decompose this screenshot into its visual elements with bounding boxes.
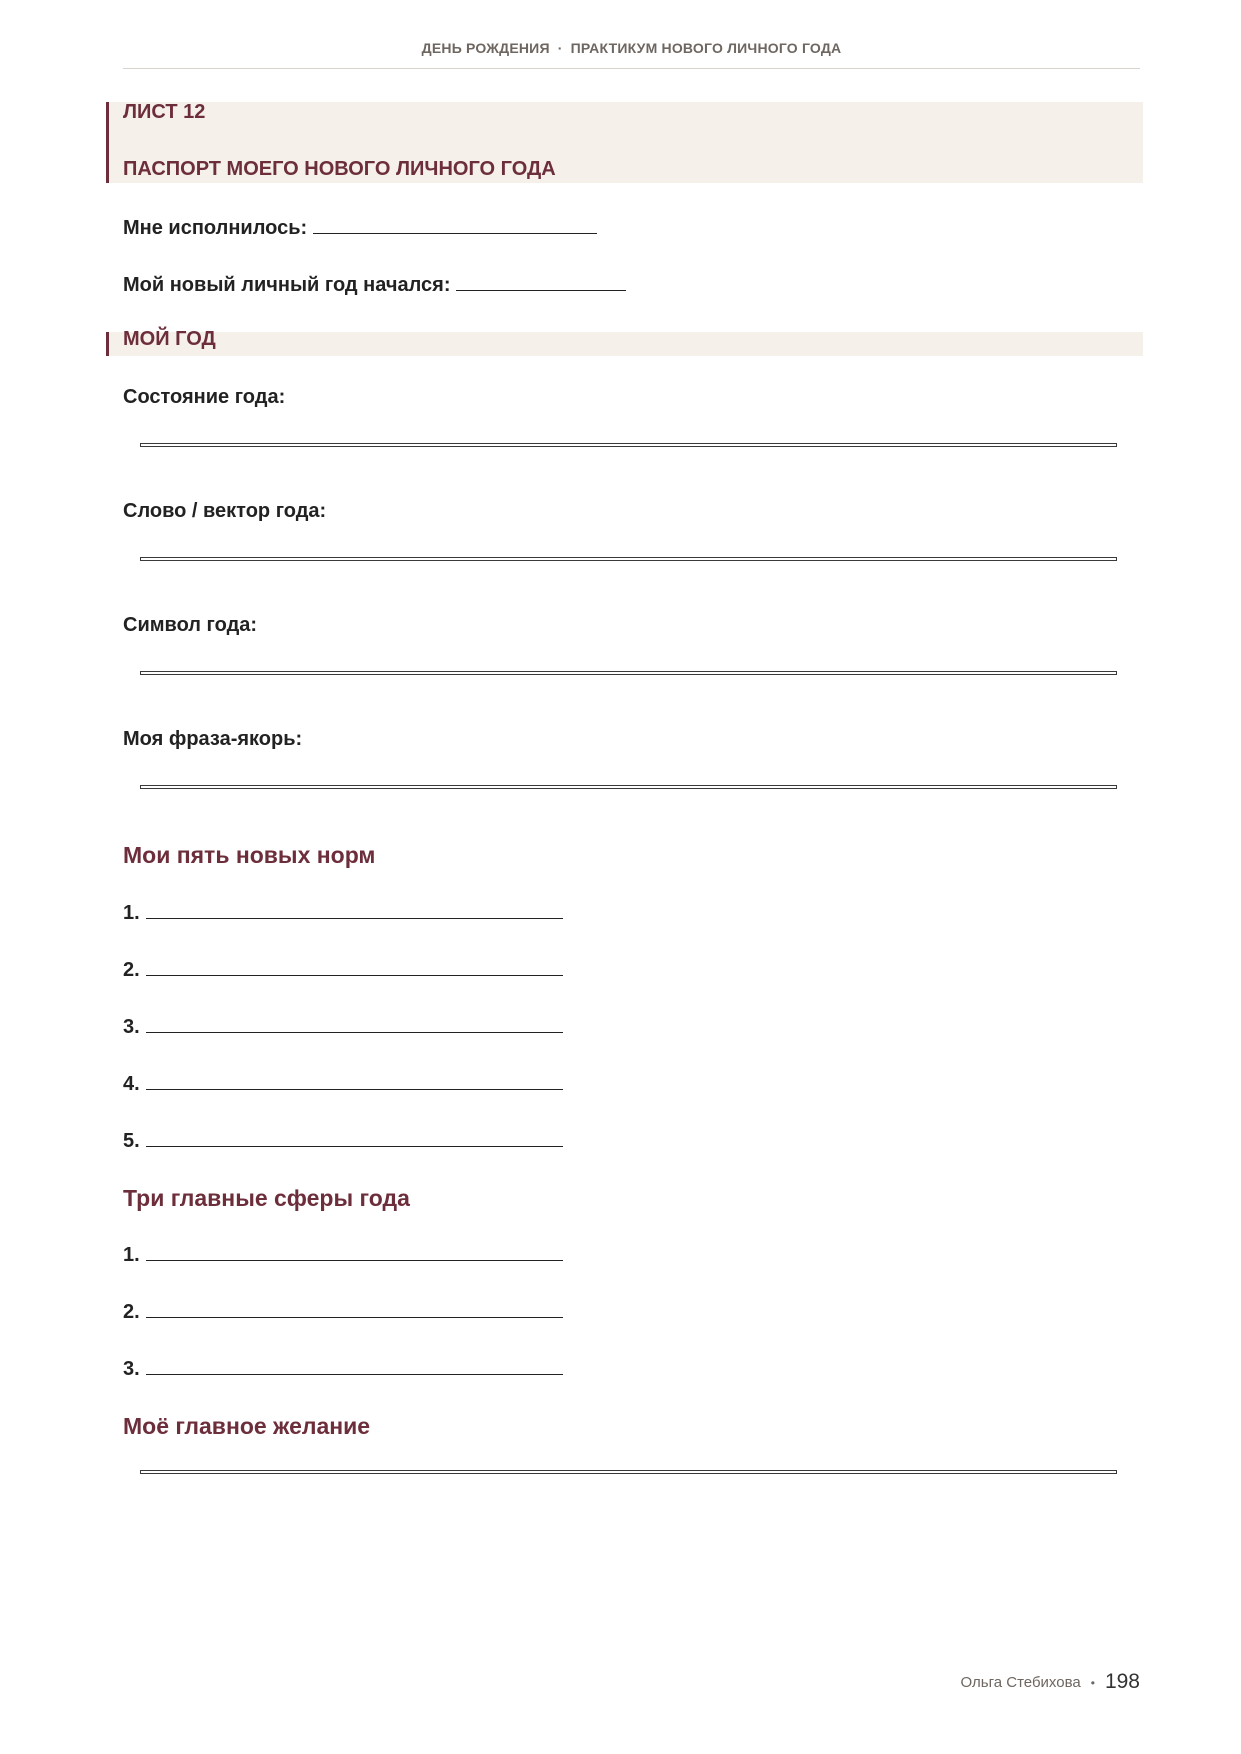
age-input-line[interactable] — [313, 215, 597, 234]
start-date-field-label: Мой новый личный год начался: — [123, 274, 451, 296]
norm-input-line[interactable] — [146, 900, 563, 919]
sheet-title: ПАСПОРТ МОЕГО НОВОГО ЛИЧНОГО ГОДА — [123, 158, 556, 180]
sphere-item-number: 3. — [123, 1358, 140, 1380]
start-date-field — [123, 272, 626, 297]
sphere-item — [123, 1242, 563, 1267]
norm-item — [123, 900, 563, 925]
page-footer — [961, 1670, 1140, 1694]
norm-item — [123, 1014, 563, 1039]
sphere-item — [123, 1356, 563, 1381]
header-divider — [123, 68, 1140, 69]
age-field-label: Мне исполнилось: — [123, 217, 308, 239]
norm-item — [123, 1128, 563, 1153]
main-wish-heading: Моё главное желание — [123, 1413, 371, 1439]
norm-item — [123, 957, 563, 982]
anchor-phrase-answer-line[interactable] — [140, 785, 1117, 789]
sphere-input-line[interactable] — [146, 1299, 563, 1318]
norm-item-number: 2. — [123, 959, 140, 981]
sphere-input-line[interactable] — [146, 1356, 563, 1375]
norm-item-number: 4. — [123, 1073, 140, 1095]
norm-input-line[interactable] — [146, 957, 563, 976]
running-header-book: ДЕНЬ РОЖДЕНИЯ — [421, 40, 550, 56]
my-year-band — [106, 332, 1143, 356]
start-date-input-line[interactable] — [456, 272, 626, 291]
main-wish-answer-line[interactable] — [140, 1470, 1117, 1474]
sphere-item-number: 1. — [123, 1244, 140, 1266]
norm-input-line[interactable] — [146, 1014, 563, 1033]
running-header-separator: · — [557, 40, 563, 56]
norm-item-number: 3. — [123, 1016, 140, 1038]
state-of-year-answer-line[interactable] — [140, 443, 1117, 447]
footer-author: Ольга Стебихова — [960, 1674, 1081, 1691]
norm-item-number: 1. — [123, 902, 140, 924]
word-vector-label: Слово / вектор года: — [123, 500, 327, 522]
word-vector-answer-line[interactable] — [140, 557, 1117, 561]
symbol-of-year-answer-line[interactable] — [140, 671, 1117, 675]
age-field — [123, 215, 597, 240]
symbol-of-year-label: Символ года: — [123, 614, 258, 636]
norm-item — [123, 1071, 563, 1096]
three-spheres-heading: Три главные сферы года — [123, 1185, 410, 1211]
five-norms-heading: Мои пять новых норм — [123, 842, 376, 868]
page-number: 198 — [1104, 1670, 1140, 1693]
my-year-title: МОЙ ГОД — [123, 328, 216, 350]
footer-separator: • — [1090, 1676, 1095, 1691]
running-header — [123, 40, 1140, 56]
running-header-section: ПРАКТИКУМ НОВОГО ЛИЧНОГО ГОДА — [570, 40, 842, 56]
state-of-year-label: Состояние года: — [123, 386, 286, 408]
anchor-phrase-label: Моя фраза-якорь: — [123, 728, 303, 750]
norm-input-line[interactable] — [146, 1071, 563, 1090]
sphere-item — [123, 1299, 563, 1324]
norm-input-line[interactable] — [146, 1128, 563, 1147]
sphere-input-line[interactable] — [146, 1242, 563, 1261]
norm-item-number: 5. — [123, 1130, 140, 1152]
sphere-item-number: 2. — [123, 1301, 140, 1323]
sheet-number: ЛИСТ 12 — [123, 101, 206, 123]
